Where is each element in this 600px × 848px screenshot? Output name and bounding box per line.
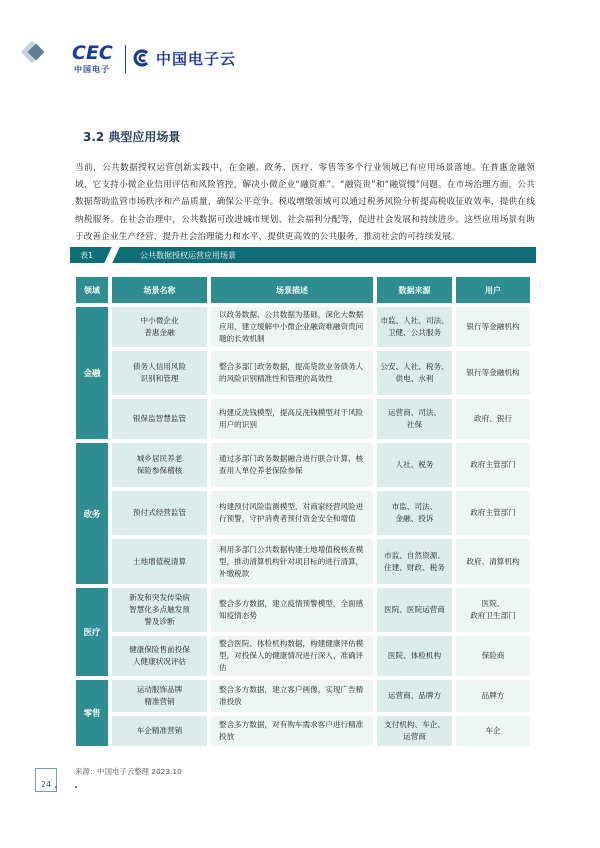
domain-government: 政务 [76,443,108,584]
scenario-name-cell: 中小微企业 普惠金融 [112,307,207,347]
scenario-name-cell: 银保监智慧监管 [112,399,207,439]
scenario-name-cell: 新发和突发传染病 智慧化多点触发预 警及诊断 [112,588,207,632]
scenario-desc-cell: 整合多方数据，建立疫情预警模型，全面感知疫情态势 [211,588,373,632]
page-dot-icon [75,786,77,788]
data-source-cell: 运营商、品牌方 [377,680,452,712]
domain-finance: 金融 [76,307,108,439]
table-caption [70,247,536,263]
header-user: 用户 [456,277,530,303]
logo-divider [125,45,126,73]
header-scenario-name: 场景名称 [112,277,207,303]
data-source-cell: 运营商、司法、 社保 [377,399,452,439]
data-source-cell: 医院、医院运营商 [377,588,452,632]
domain-medical: 医疗 [76,588,108,676]
user-cell: 政府主管部门 [456,443,530,487]
scenario-name-cell: 土地增值税清算 [112,539,207,584]
user-cell: 政府、银行 [456,399,530,439]
header-data-source: 数据来源 [377,277,452,303]
scenario-desc-cell: 整合医院、体检机构数据，构建健康评估模型，对投保人的健康情况进行深入、准确评估 [211,636,373,676]
data-source-cell: 医院、体检机构 [377,636,452,676]
body-paragraph: 当前，公共数据授权运营创新实践中，在金融、政务、医疗、零售等多个行业领域已有应用场景落地。在普惠金融领域，它支持小微企业信用评估和风险管控，解决小微企业“融资难”、“融资贵”和“融资慢”问题。在市场治理方面，公共数据帮助监管市场秩序和产品质量，确保公平竞争。税收增缴领域可以通过税务风险分析提高税收征收效率，提供在线纳税服务。在社会治理中，公共数据可改进城市规划、社会福利分配等，促进社会发展和持续进步。这些应用场景有助于改善企业生产经营，提升社会治理能力和水平，提供更高效的公共服务，推动社会的可持续发展。 [75,163,535,242]
caption-separator [104,247,119,263]
header-scenario-desc: 场景描述 [211,277,373,303]
user-cell: 政府主管部门 [456,491,530,535]
scenario-desc-cell: 整合多方数据，建立客户画像，实现广告精准投放 [211,680,373,712]
data-source-cell: 市监、人社、司法、 卫健、公共服务 [377,307,452,347]
table-number: 表1 [80,251,94,260]
cloud-brand-name: 中国电子云 [156,50,237,68]
scenario-desc-cell: 通过多部门政务数据融合进行联合计算，核查用人单位养老保险参保 [211,443,373,487]
section-title: 3.2 典型应用场景 [83,130,181,144]
table-source-note: 来源：中国电子云整理 2023.10 [75,767,182,776]
scenario-name-cell: 健康保险售前投保 人健康状况评估 [112,636,207,676]
user-cell: 银行等金融机构 [456,307,530,347]
cec-logo: CEC [72,42,113,64]
user-cell: 品牌方 [456,680,530,712]
cec-logo-subtitle: 中国电子 [74,65,110,74]
user-cell: 医院、 政府卫生部门 [456,588,530,632]
scenario-desc-cell: 整合多方数据，对有购车需求客户进行精准投放 [211,716,373,746]
page-dot-icon [55,786,57,788]
scenario-desc-cell: 构建反洗钱模型，提高反洗钱模型对于风险用户的识别 [211,399,373,439]
user-cell: 银行等金融机构 [456,351,530,395]
data-source-cell: 公安、人社、税务、 供电、水利 [377,351,452,395]
user-cell: 保险商 [456,636,530,676]
data-source-cell: 人社、税务 [377,443,452,487]
data-source-cell: 支付机构、车企、 运营商 [377,716,452,746]
scenario-desc-cell: 构建预付风险监测模型，对商家经营风险进行预警，守护消费者预付资金安全和增值 [211,491,373,535]
user-cell: 车企 [456,716,530,746]
scenario-desc-cell: 以政务数据、公共数据为基础，深化大数据应用，建立缓解中小微企业融资难融资贵问题的长效机制 [211,307,373,347]
data-source-cell: 市监、自然资源、 住建、财政、税务 [377,539,452,584]
cloud-logo-icon [133,48,153,68]
domain-retail: 零售 [76,680,108,746]
scenario-table [70,271,536,749]
scenario-desc-cell: 整合多部门政务数据，提高贷款业务债务人的风险识别精准性和管理的高效性 [211,351,373,395]
header-domain: 领域 [76,277,108,303]
scenario-name-cell: 城乡居民养老 保险参保稽核 [112,443,207,487]
scenario-name-cell: 预付式经营监管 [112,491,207,535]
page-header [0,0,600,90]
data-source-cell: 市监、司法、 金融、投诉 [377,491,452,535]
scenario-name-cell: 债务人信用风险 识别和管理 [112,351,207,395]
scenario-desc-cell: 利用多部门公共数据构建土地增值税核查模型，推动清算机构针对项目标的进行清算，补缴税款 [211,539,373,584]
page-number: 24 [35,768,57,792]
table-title: 公共数据授权运营应用场景 [140,251,236,260]
scenario-name-cell: 运动服饰品牌 精准营销 [112,680,207,712]
scenario-name-cell: 车企精准营销 [112,716,207,746]
user-cell: 政府、清算机构 [456,539,530,584]
